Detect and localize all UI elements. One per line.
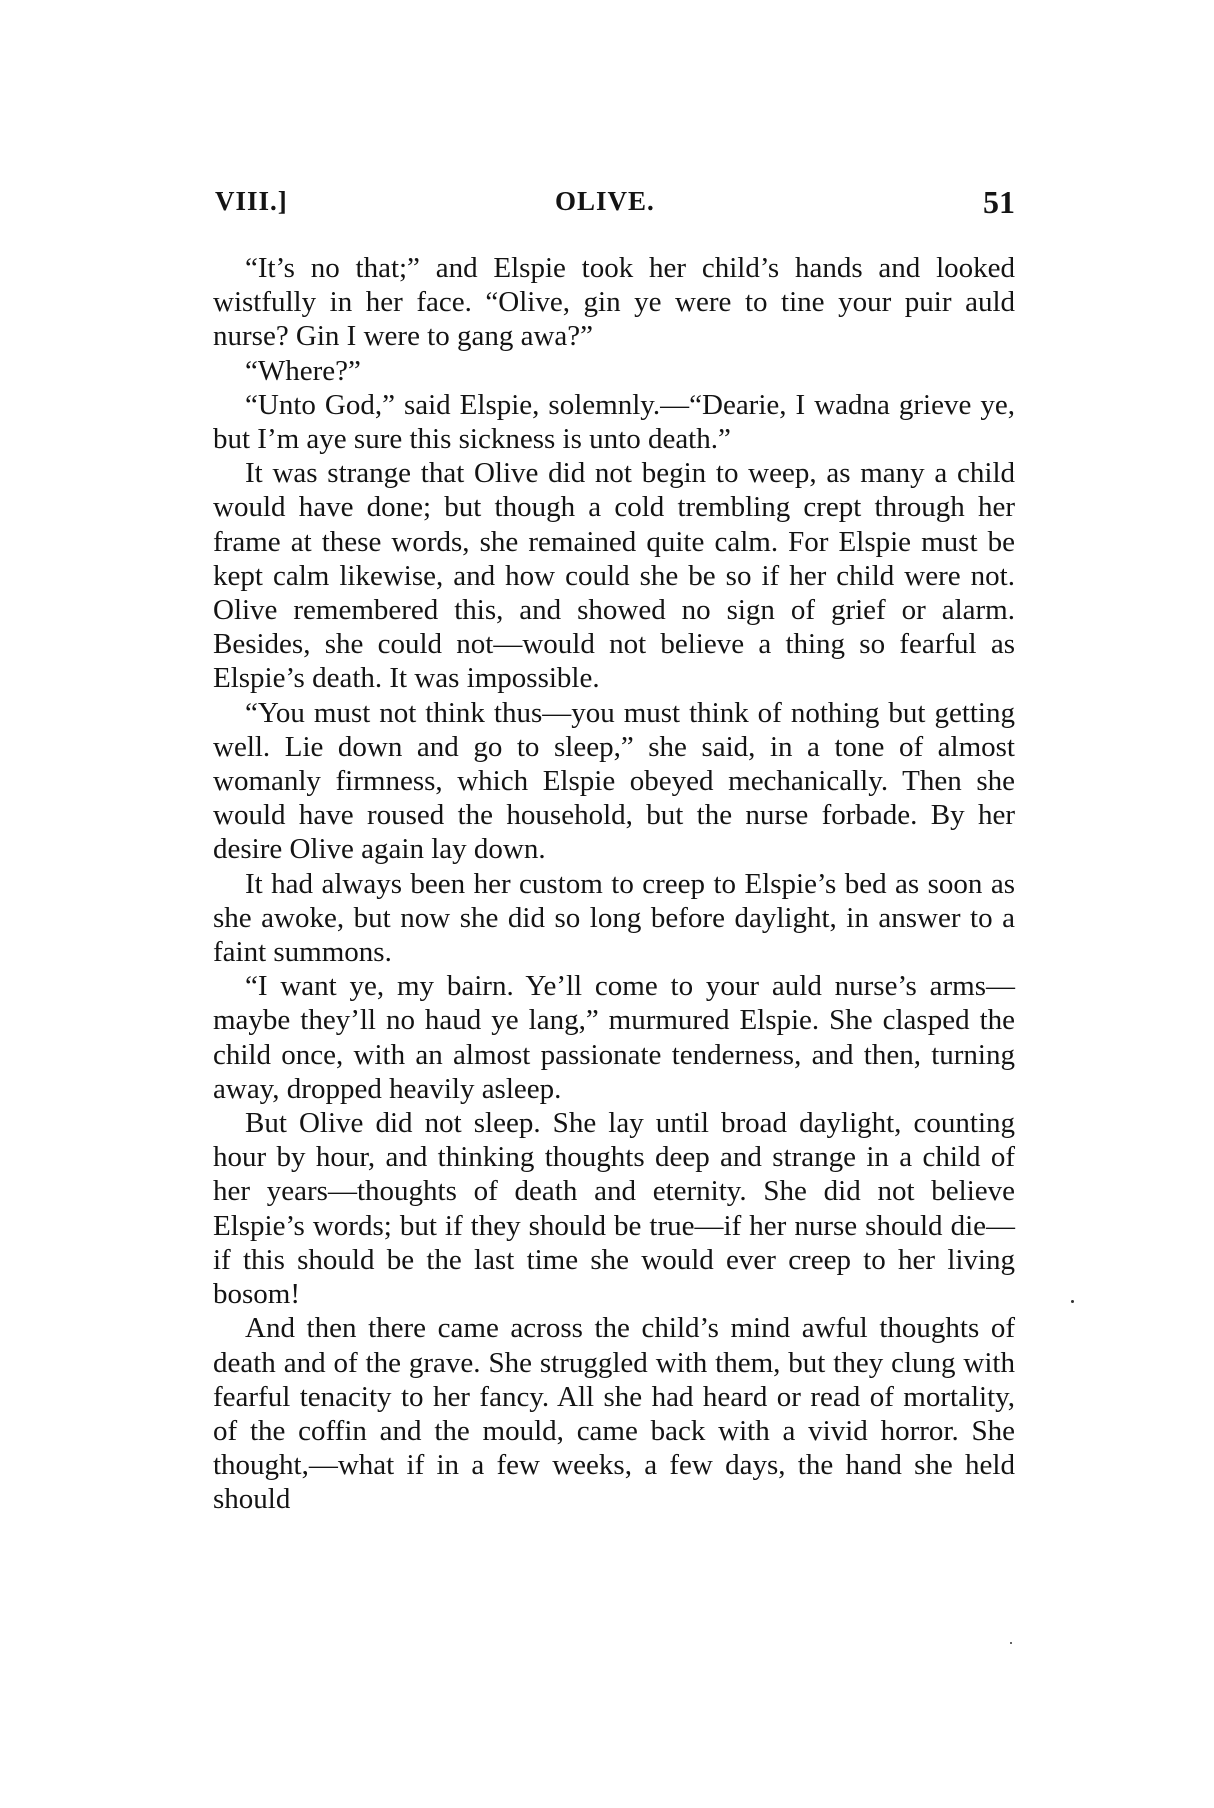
chapter-number: VIII.] (215, 186, 288, 216)
paragraph: “I want ye, my bairn. Ye’ll come to your auld nurse’s arms—maybe they’ll no haud ye lang,” murmured Elspie. She clasped the child once, with an almost passionate tenderness, and then, turning away, dropped heavily asleep. (213, 970, 1015, 1105)
page-number: 51 (983, 184, 1015, 220)
book-title: OLIVE. (555, 186, 655, 216)
ink-speck (1010, 1642, 1012, 1644)
paragraph: “Unto God,” said Elspie, solemnly.—“Dearie, I wadna grieve ye, but I’m aye sure this sickness is unto death.” (213, 388, 1015, 456)
body-text (213, 251, 1015, 1517)
paragraph: It was strange that Olive did not begin to weep, as many a child would have done; but though a cold trembling crept through her frame at these words, she remained quite calm. For Elspie must be kept calm likewise, and how could she be so if her child were not. Olive remembered this, and showed no sign of grief or alarm. Besides, she could not—would not believe a thing so fearful as Elspie’s death. It was impossible. (213, 457, 1015, 695)
paragraph: “It’s no that;” and Elspie took her child’s hands and looked wistfully in her face. “Olive, gin ye were to tine your puir auld nurse? Gin I were to gang awa?” (213, 252, 1015, 353)
paragraph: “Where?” (245, 354, 361, 387)
paragraph: But Olive did not sleep. She lay until broad daylight, counting hour by hour, and thinking thoughts deep and strange in a child of her years—thoughts of death and eternity. She did not believe Elspie’s words; but if they should be true—if her nurse should die—if this should be the last time she would ever creep to her living bosom! (213, 1107, 1015, 1311)
paragraph: It had always been her custom to creep to Elspie’s bed as soon as she awoke, but now she did so long before daylight, in answer to a faint summons. (213, 867, 1015, 969)
running-head (215, 186, 1015, 226)
paragraph: And then there came across the child’s mind awful thoughts of death and of the grave. She struggled with them, but they clung with fearful tenacity to her fancy. All she had heard or read of mortality, of the coffin and the mould, came back with a vivid horror. She thought,—what if in a few weeks, a few days, the hand she held should (213, 1312, 1015, 1516)
paragraph: “You must not think thus—you must think of nothing but getting well. Lie down and go to sleep,” she said, in a tone of almost womanly firmness, which Elspie obeyed mechanically. Then she would have roused the household, but the nurse forbade. By her desire Olive again lay down. (213, 696, 1015, 866)
ink-speck (1071, 1300, 1074, 1303)
